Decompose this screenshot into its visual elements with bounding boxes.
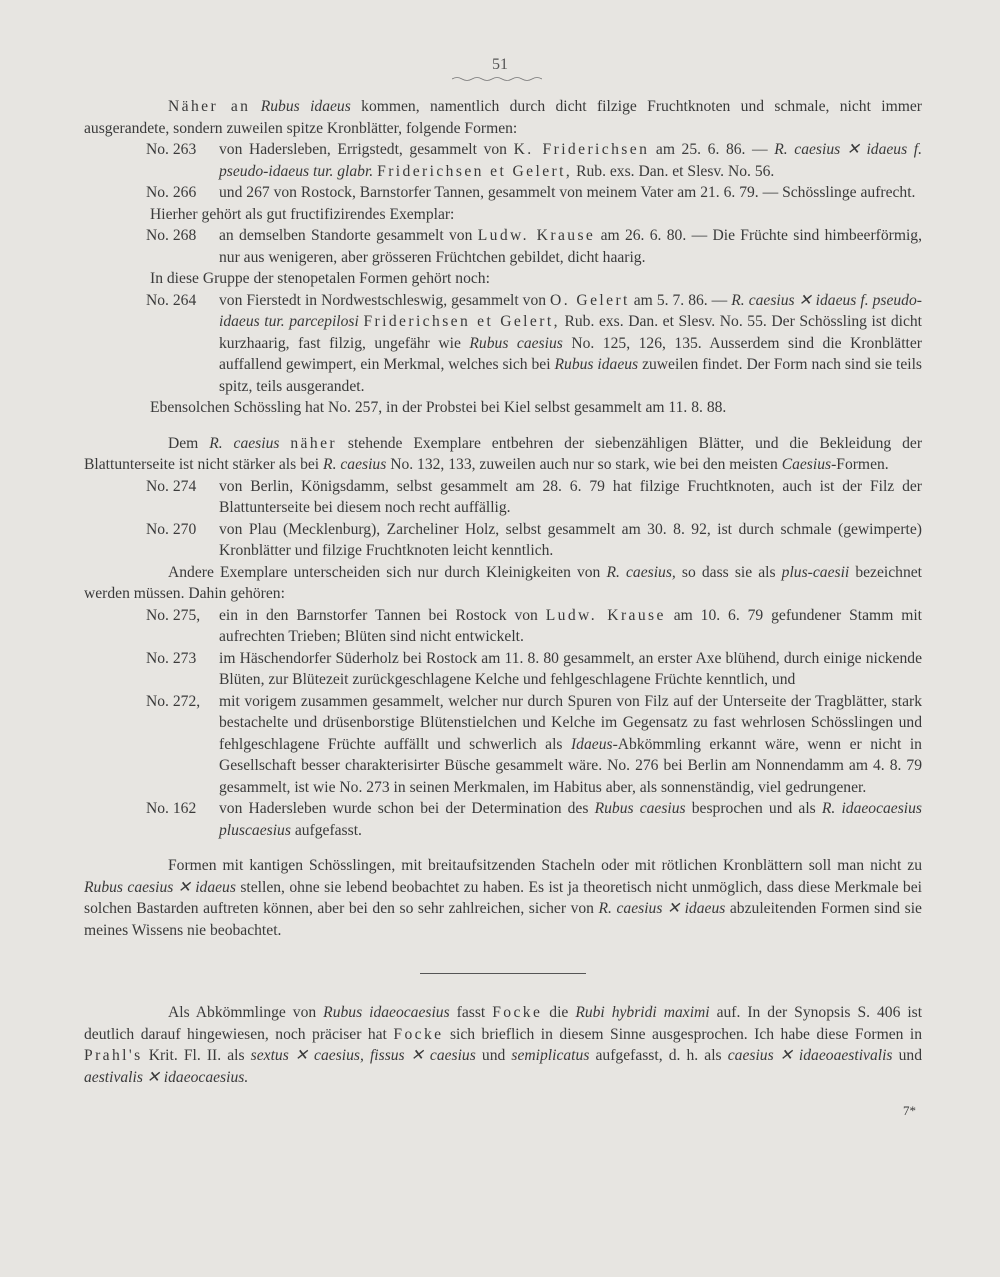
page-number: 51 [492,56,508,73]
entry-number: No. 264 [146,291,197,309]
entry-text: von Hadersleben, Errigstedt, gesammelt von K. Friderichsen am 25. 6. 86. — R. caesius ✕ idaeus f. pseudo-idaeus tur. glabr. Friderichsen et Gelert, Rub. exs. Dan. et Slesv. No. 56. [219,141,922,180]
entry-number: No. 273 [146,649,197,667]
section-divider [420,973,586,974]
entry-text: von Berlin, Königsdamm, selbst gesammelt am 28. 6. 79 hat filzige Fruchtknoten, auch ist der Filz der Blattunterseite bei diesem noch recht auffällig. [219,477,922,516]
entry-text: an demselben Standorte gesammelt von Ludw. Krause am 26. 6. 80. — Die Früchte sind himbeerförmig, nur aus wenigeren, aber grösseren Früchtchen gebildet, dicht haarig. [219,227,922,266]
entry-263 [84,139,922,182]
paragraph-andere: Andere Exemplare unterscheiden sich nur durch Kleinigkeiten von R. caesius, so dass sie als plus-caesii bezeichnet werden müssen. Dahin gehören: [84,563,923,602]
entry-number: No. 272, [146,692,201,710]
entry-text: von Hadersleben wurde schon bei der Determination des Rubus caesius besprochen und als R. idaeocaesius pluscaesius aufgefasst. [219,800,922,839]
entry-number: No. 266 [146,184,197,201]
entry-number: No. 263 [146,141,197,158]
signature-mark: 7* [903,1103,916,1118]
entry-162 [84,798,922,841]
entry-number: No. 274 [146,477,197,495]
entry-268 [84,225,922,268]
entry-264 [84,290,922,398]
page-body [84,96,922,1122]
entry-272 [84,691,922,799]
entry-text: von Fierstedt in Nordwestschleswig, gesammelt von O. Gelert am 5. 7. 86. — R. caesius ✕ idaeus f. pseudo-idaeus tur. parcepilosi Friderichsen et Gelert, Rub. exs. Dan. et Slesv. No. 55. Der Schössling ist dicht kurzhaarig, fast filzig, ungefähr wie Rubus caesius No. 125, 126, 135. Ausserdem sind die Kronblätter auffallend gewimpert, ein Merkmal, welches sich bei Rubus idaeus zuweilen findet. Der Form nach sind sie teils spitz, teils ausgerandet. [219,291,923,395]
paragraph-ebensolchen: Ebensolchen Schössling hat No. 257, in der Probstei bei Kiel selbst gesammelt am 11. 8. 88. [150,399,727,416]
entry-number: No. 275, [146,606,201,624]
entry-275 [84,605,922,648]
paragraph-in-diese: In diese Gruppe der stenopetalen Formen gehört noch: [150,270,490,287]
entry-266 [84,182,922,204]
entry-text: von Plau (Mecklenburg), Zarcheliner Holz, selbst gesammelt am 30. 8. 92, ist durch schmale (gewimperte) Kronblätter und filzige Fruchtknoten leicht kenntlich. [219,520,922,559]
entry-274 [84,476,922,519]
paragraph-caesius: Dem R. caesius näher stehende Exemplare entbehren der siebenzähligen Blätter, und die Bekleidung der Blattunterseite ist nicht stärker als bei R. caesius No. 132, 133, zuweilen auch nur so stark, wie bei den meisten Caesius-Formen. [84,434,923,473]
entry-270 [84,519,922,562]
paragraph-formen: Formen mit kantigen Schösslingen, mit breitaufsitzenden Stacheln oder mit rötlichen Kronblättern soll man nicht zu Rubus caesius ✕ idaeus stellen, ohne sie lebend beobachtet zu haben. Es ist ja theoretisch nicht unmöglich, dass diese Merkmale bei solchen Bastarden auftreten können, aber bei den so sehr zahlreichen, sicher von R. caesius ✕ idaeus abzuleitenden Formen sind sie meines Wissens nie beobachtet. [84,857,922,939]
entry-text: mit vorigem zusammen gesammelt, welcher nur durch Spuren von Filz auf der Unterseite der Tragblätter, stark bestachelte und drüsenborstige Blütenstielchen und Kelche im Gegensatz zu fast wehrlosen Schösslingen und fehlgeschlagene Früchte auffällt und schwerlich als Idaeus-Abkömmling erkannt wäre, wenn er nicht in Gesellschaft besser charakterisirter Büsche gesammelt wäre. No. 276 bei Berlin am Nonnendamm am 4. 8. 79 gesammelt, ist wie No. 273 in seinen Merkmalen, im Habitus aber, als sonnenständig, viel gedrungener. [219,692,922,796]
page-number-ornament [452,75,542,83]
entry-text: im Häschendorfer Süderholz bei Rostock am 11. 8. 80 gesammelt, an erster Axe blühend, durch einige nickende Blüten, zur Blütezeit zurückgeschlagene Kelche und fehlgeschlagene Früchte kenntlich, und [219,649,922,688]
paragraph-abkoemmlinge: Als Abkömmlinge von Rubus idaeocaesius fasst Focke die Rubi hybridi maximi auf. In der Synopsis S. 406 ist deutlich darauf hingewiesen, noch präciser hat Focke sich brieflich in diesem Sinne ausgesprochen. Ich habe diese Formen in Prahl's Krit. Fl. II. als sextus ✕ caesius, fissus ✕ caesius und semiplicatus aufgefasst, d. h. als caesius ✕ idaeoaestivalis und aestivalis ✕ idaeocaesius. [84,1004,923,1086]
paragraph-hierher: Hierher gehört als gut fructifizirendes Exemplar: [150,205,455,223]
entry-text: und 267 von Rostock, Barnstorfer Tannen, gesammelt von meinem Vater am 21. 6. 79. — Schösslinge aufrecht. [219,184,916,201]
paragraph-intro: Näher an Rubus idaeus kommen, namentlich durch dicht filzige Fruchtknoten und schmale, nicht immer ausgerandete, sondern zuweilen spitze Kronblätter, folgende Formen: [84,98,922,137]
entry-number: No. 270 [146,520,197,538]
entry-number: No. 162 [146,800,197,817]
entry-number: No. 268 [146,227,197,244]
entry-text: ein in den Barnstorfer Tannen bei Rostock von Ludw. Krause am 10. 6. 79 gefundener Stamm mit aufrechten Trieben; Blüten sind nicht entwickelt. [219,606,922,645]
entry-273 [84,648,922,691]
